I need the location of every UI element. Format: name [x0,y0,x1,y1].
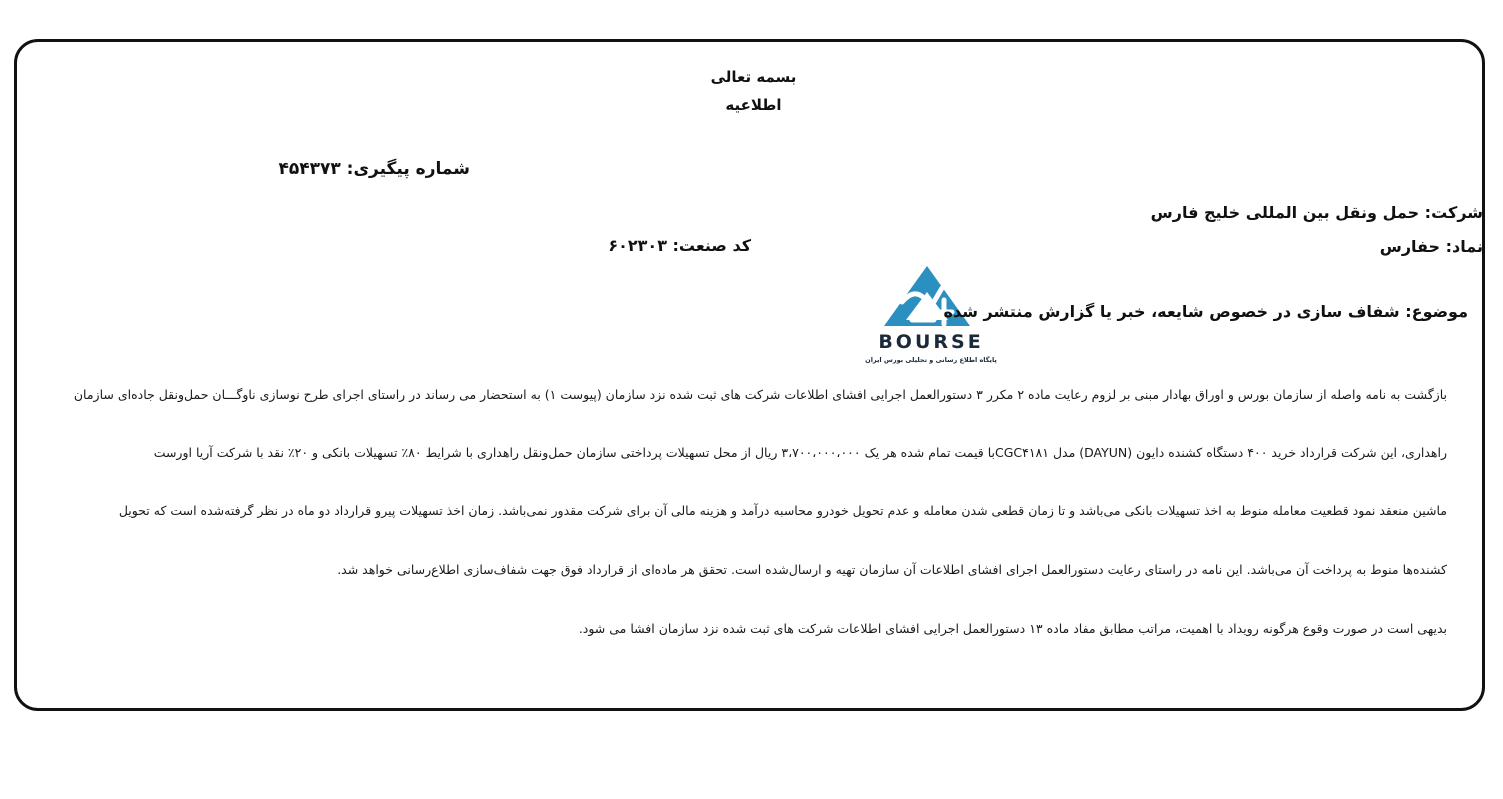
subject-line: موضوع: شفاف سازی در خصوص شایعه، خبر یا گزارش منتشر شده [943,302,1468,321]
logo-wordmark: BOURSE [878,331,984,353]
logo-caption: پایگاه اطلاع رسانی و تحلیلی بورس ایران [865,356,997,364]
industry-code: کد صنعت: ۶۰۲۳۰۳ [608,236,751,255]
body-line: بدیهی است در صورت وقوع هرگونه رویداد با اهمیت، مراتب مطابق مفاد ماده ۱۳ دستورالعمل اجرایی افشای اطلاعات شرکت های ثبت شده نزد سازمان افشا می شود. [578,621,1447,636]
tracking-number: شماره پیگیری: ۴۵۴۳۷۳ [278,159,470,179]
body-line: کشنده‌ها منوط به پرداخت آن می‌باشد. این نامه در راستای رعایت دستورالعمل اجرای افشای اطلاعات آن سازمان تهیه و ارسال‌شده است. تحقق هر ماده‌ای از قرارداد فوق جهت شفاف‌سازی اطلاع‌رسانی خواهد شد. [337,562,1447,577]
basmala-heading: بسمه تعالی [710,68,797,86]
body-line: بازگشت به نامه واصله از سازمان بورس و اوراق بهادار مبنی بر لزوم رعایت ماده ۲ مکرر ۳ دستورالعمل اجرایی افشای اطلاعات شرکت های ثبت شده نزد سازمان (پیوست ۱) به استحضار می رساند در راستای اجرای طرح نوسازی ناوگـــان حمل‌ونقل جاده‌ای سازمان [73,387,1447,402]
body-line: ماشین منعقد نمود قطعیت معامله منوط به اخذ تسهیلات بانکی می‌باشد و تا زمان قطعی شدن معامله و عدم تحویل خودرو محاسبه درآمد و هزینه مالی آن برای شرکت مقدور نمی‌باشد. زمان اخذ تسهیلات پیرو قرارداد دو ماه در نظر گرفته‌شده است که تحویل [118,503,1447,518]
ticker-symbol: نماد: حفارس [1379,237,1483,256]
body-line: راهداری، این شرکت قرارداد خرید ۴۰۰ دستگاه کشنده دایون (DAYUN) مدل CGC۴۱۸۱با قیمت تمام شده هر یک ۳،۷۰۰،۰۰۰،۰۰۰ ریال از محل تسهیلات پرداختی سازمان حمل‌ونقل راهداری با شرایط ۸۰٪ تسهیلات بانکی و ۲۰٪ نقد با شرکت آریا اورست [153,445,1447,460]
announcement-title: اطلاعیه [725,96,782,114]
company-name: شرکت: حمل ونقل بین المللی خلیج فارس [1150,203,1483,222]
document-frame [14,39,1485,711]
